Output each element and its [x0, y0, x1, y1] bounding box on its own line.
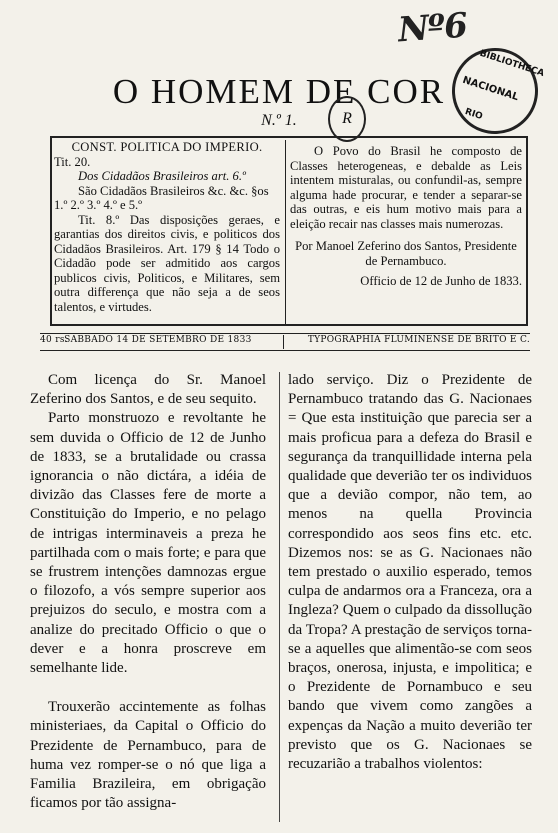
article-paragraph-2: Trouxerão accintemente as folhas ministeriaes, da Capital o Officio do Prezidente de Pernambuco, para de huma vez romper-se o nó que liga a Familia Brazileira, em obrigação ficamos por tão assigna-	[30, 699, 266, 812]
epigraph-divider	[285, 140, 286, 324]
imprint-line	[40, 335, 530, 345]
article-column-right	[288, 371, 532, 774]
article-salutation: Com licença do Sr. Manoel Zeferino dos Santos, e de seu sequito.	[30, 372, 266, 408]
imprint-separator	[283, 335, 284, 349]
article-column-left	[30, 371, 266, 813]
constitution-line-1: São Cidadãos Brasileiros &c. &c. §os	[78, 183, 269, 198]
stamp-top-text: BIBLIOTHECA	[478, 48, 546, 80]
notice-text: O Povo do Brasil he composto de Classes heterogeneas, e debalde as Leis intentem misturalas, ou confundil-as, sempre alguma hade procurar, e tender a separar-se das outras, e eis hum motivo mais para a eleição recair nas classes mais numerozas.	[290, 144, 522, 231]
imprint-rule-top	[40, 333, 530, 334]
stamp-middle-text: NACIONAL	[461, 74, 520, 104]
handwritten-annotation: Nº6	[396, 5, 469, 51]
column-divider	[279, 372, 280, 822]
notice-date: Officio de 12 de Junho de 1833.	[360, 274, 522, 288]
article-paragraph-continued: lado serviço. Diz o Prezidente de Pernambuco tratando das G. Nacionaes = Que esta instituição que parecia ser a mais proficua para a defeza do Brasil e segurança da tranquillidade interna pela qualidade que deverião ter os individuos que a devião compor, não tem, ao menos na quella Provincia correspondido aos seos fins etc. etc. Dizemos nos: se as G. Nacionaes não tem prestado o auxilio esperado, temos culpa de andarmos ora a Franceza, ora a Ingleza? Quem o culpado da dissollução da Tropa? A prestação de serviços torna-se a aquelles que alimentão-se com seos braços, onerosa, injusta, e impolitica; e o Prezidente de Pornambuco e seu bando que vivem como zangões a expenças da Nação a muito deverião ter previsto que os G. Nacionaes se recuzarião a trabalhos violentos:	[288, 372, 532, 773]
constitution-quote	[54, 140, 280, 314]
constitution-section: Dos Cidadãos Brasileiros art. 6.º	[78, 169, 246, 183]
ownership-mark: R	[328, 96, 366, 142]
stamp-bottom-text: RIO	[463, 107, 484, 123]
issue-price: 40 rs.	[40, 335, 68, 345]
constitution-line-2: 1.º 2.º 3.º 4.º e 5.º	[54, 198, 143, 212]
notice-quote	[290, 144, 522, 289]
constitution-article: Tit. 8.º Das disposições geraes, e garantias dos direitos civis, e politicos dos Cidadãos Brasileiros. Art. 179 § 14 Todo o Cidadão pode ser admitido aos cargos publicos civis, Politicos, e Militares, sem outra differença que não seja a de seos talentos, e virtudes.	[54, 212, 280, 314]
constitution-title: Tit. 20.	[54, 154, 91, 169]
notice-signature: Por Manoel Zeferino dos Santos, Presidente de Pernambuco.	[295, 239, 517, 268]
printer-name: TYPOGRAPHIA FLUMINENSE DE BRITO E C.	[307, 335, 530, 345]
newspaper-title: O HOMEM DE COR	[112, 72, 446, 111]
issue-number: N.º 1.	[261, 112, 297, 129]
issue-date: SABBADO 14 DE SETEMBRO DE 1833	[64, 335, 252, 345]
imprint-rule-bottom	[40, 350, 530, 351]
article-paragraph-1: Parto monstruozo e revoltante he sem duvida o Officio de 12 de Junho de 1833, se a brutalidade ou crassa ignorancia o não dictára, a idéia de divizão das Classes fere de morte a Constituição do Imperio, e no pelago de intrigas interminaveis a preza he partilhada com o mais forte; e para que se frustrem intenções damnozas ergue o filozofo, a vós sempre superior aos prejuizos do seculo, e mostra com a analize do precitado Officio o que o dever e a honra proscreve em semelhante lide.	[30, 410, 266, 677]
constitution-heading: CONST. POLITICA DO IMPERIO.	[71, 140, 263, 154]
